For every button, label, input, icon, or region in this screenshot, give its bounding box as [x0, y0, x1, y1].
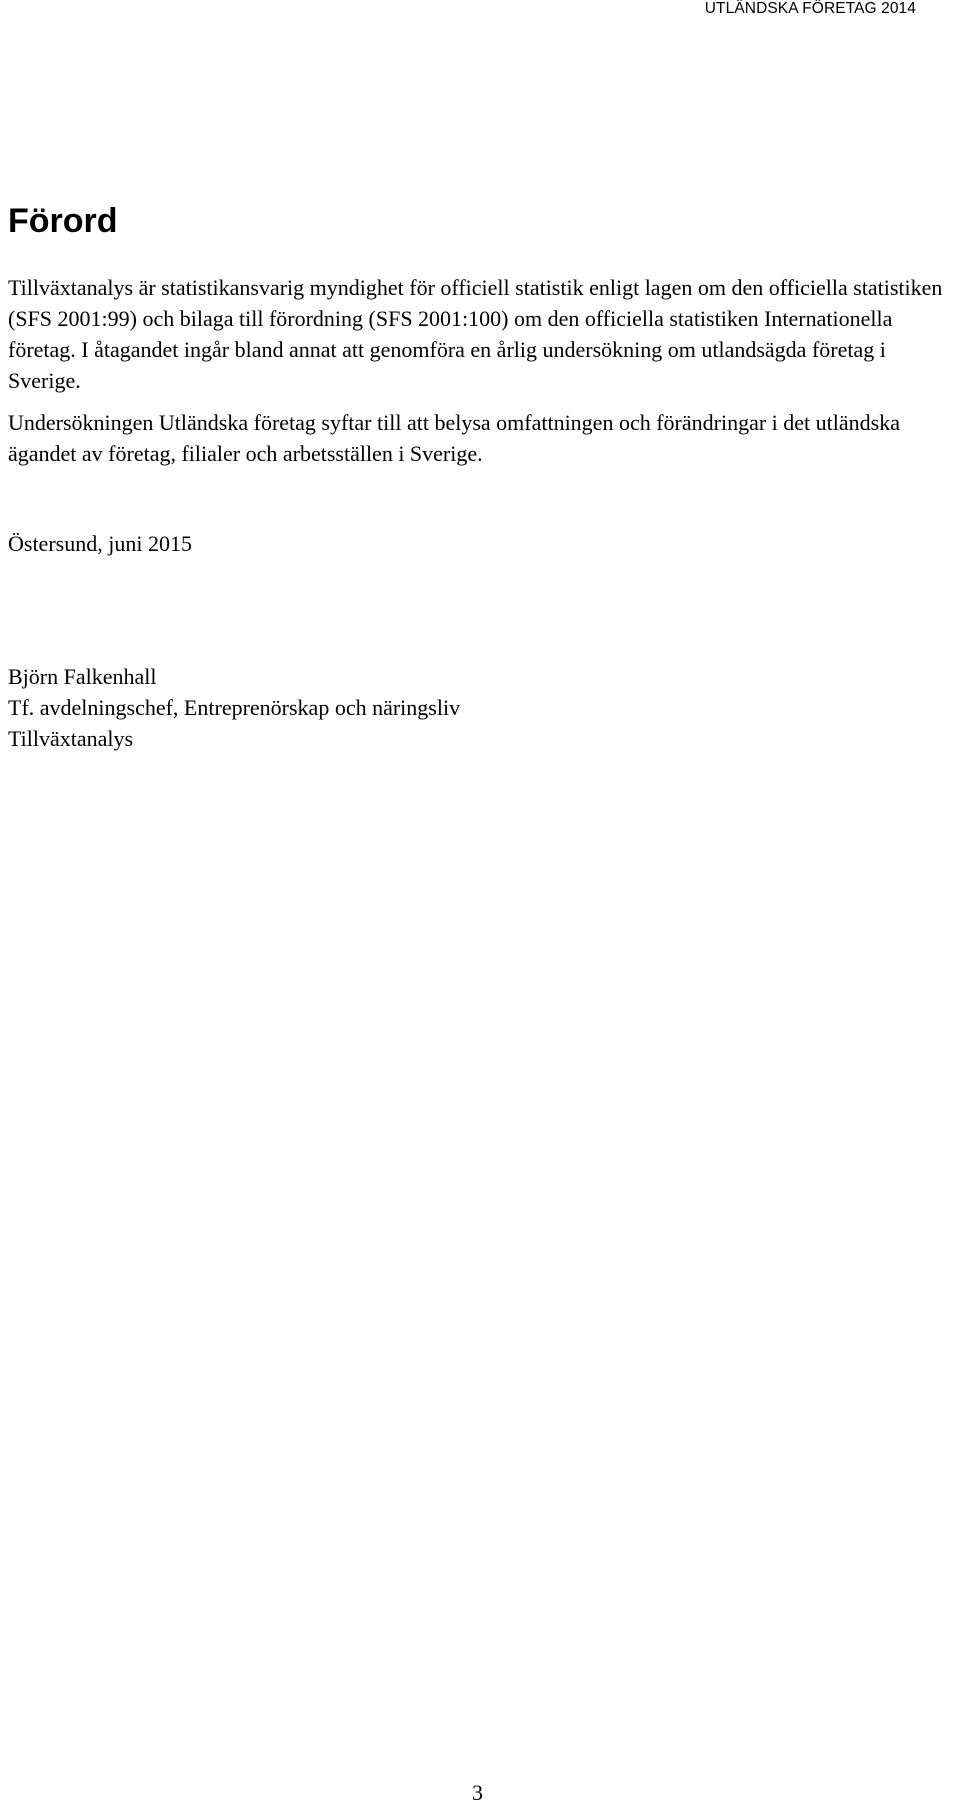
signature-block — [8, 661, 948, 754]
signatory-role: Tf. avdelningschef, Entreprenörskap och näringsliv — [8, 695, 461, 720]
signatory-name: Björn Falkenhall — [8, 664, 157, 689]
running-header: UTLÄNDSKA FÖRETAG 2014 — [704, 0, 916, 17]
page-number: 3 — [472, 1780, 483, 1805]
page-title: Förord — [8, 202, 118, 240]
intro-paragraph: Tillväxtanalys är statistikansvarig myndighet för officiell statistik enligt lagen om den officiella statistiken (SFS 2001:99) och bilaga till förordning (SFS 2001:100) om den officiella statistiken Internationella företag. I åtagandet ingår bland annat att genomföra en årlig undersökning om utlandsägda företag i Sverige. — [8, 275, 943, 393]
signatory-organization: Tillväxtanalys — [8, 726, 134, 751]
purpose-paragraph: Undersökningen Utländska företag syftar till att belysa omfattningen och förändringar i det utländska ägandet av företag, filialer och arbetsställen i Sverige. — [8, 410, 900, 466]
place-date: Östersund, juni 2015 — [8, 531, 192, 556]
